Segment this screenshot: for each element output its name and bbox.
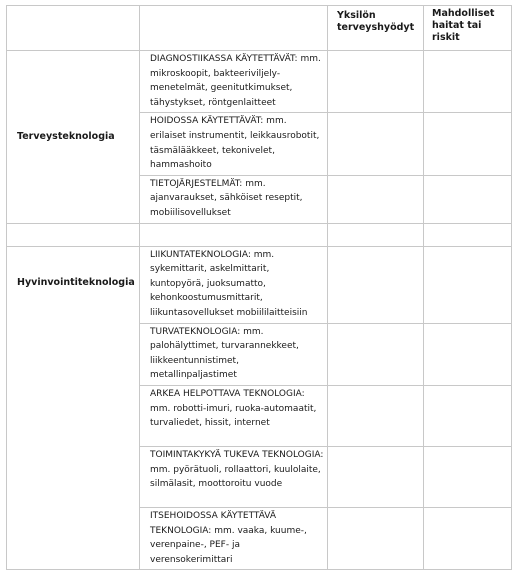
header-cell-risks bbox=[424, 6, 512, 51]
empty-cell bbox=[140, 223, 328, 246]
header-cell-category bbox=[7, 6, 140, 51]
risk-cell[interactable] bbox=[424, 323, 512, 385]
risk-cell[interactable] bbox=[424, 507, 512, 569]
technology-item: ARKEA HELPOTTAVA TEKNOLOGIA: mm. robotti-imuri, ruoka-automaatit, turvaliedet, hissit, internet bbox=[140, 385, 328, 446]
header-cell-health-benefits bbox=[328, 6, 424, 51]
technology-item: TOIMINTAKYKYÄ TUKEVA TEKNOLOGIA: mm. pyörätuoli, rollaattori, kuulolaite, silmälasit, moottoroitu vuode bbox=[140, 446, 328, 507]
technology-table bbox=[6, 5, 512, 570]
benefit-cell[interactable] bbox=[328, 246, 424, 323]
header-risks: Mahdolliset haitat tai riskit bbox=[432, 8, 495, 43]
table-row bbox=[7, 51, 512, 113]
benefit-cell[interactable] bbox=[328, 51, 424, 113]
risk-cell[interactable] bbox=[424, 385, 512, 446]
empty-cell bbox=[7, 223, 140, 246]
category-health-technology: Terveysteknologia bbox=[7, 51, 140, 224]
benefit-cell[interactable] bbox=[328, 385, 424, 446]
table-row bbox=[7, 246, 512, 323]
header-row bbox=[7, 6, 512, 51]
risk-cell[interactable] bbox=[424, 446, 512, 507]
empty-cell[interactable] bbox=[424, 223, 512, 246]
header-health-benefits: Yksilön terveyshyödyt bbox=[337, 10, 415, 33]
benefit-cell[interactable] bbox=[328, 113, 424, 175]
header-cell-technology bbox=[140, 6, 328, 51]
benefit-cell[interactable] bbox=[328, 507, 424, 569]
technology-item: HOIDOSSA KÄYTETTÄVÄT: mm. erilaiset instrumentit, leikkausrobotit, täsmälääkkeet, tekonivelet, hammashoito bbox=[140, 113, 328, 175]
benefit-cell[interactable] bbox=[328, 323, 424, 385]
risk-cell[interactable] bbox=[424, 246, 512, 323]
risk-cell[interactable] bbox=[424, 113, 512, 175]
benefit-cell[interactable] bbox=[328, 175, 424, 223]
category-wellbeing-technology: Hyvinvointiteknologia bbox=[7, 246, 140, 570]
risk-cell[interactable] bbox=[424, 51, 512, 113]
technology-item: LIIKUNTATEKNOLOGIA: mm. sykemittarit, askelmittarit, kuntopyörä, juoksumatto, kehonkoostumusmittarit, liikuntasovellukset mobiililaitteisiin bbox=[140, 246, 328, 323]
technology-item: TURVATEKNOLOGIA: mm. palohälyttimet, turvarannekkeet, liikkeentunnistimet, metallinpaljastimet bbox=[140, 323, 328, 385]
empty-cell[interactable] bbox=[328, 223, 424, 246]
benefit-cell[interactable] bbox=[328, 446, 424, 507]
technology-item: ITSEHOIDOSSA KÄYTETTÄVÄ TEKNOLOGIA: mm. vaaka, kuume-, verenpaine-, PEF- ja verensokerimittari bbox=[140, 507, 328, 569]
risk-cell[interactable] bbox=[424, 175, 512, 223]
technology-item: TIETOJÄRJESTELMÄT: mm. ajanvaraukset, sähköiset reseptit, mobiilisovellukset bbox=[140, 175, 328, 223]
technology-item: DIAGNOSTIIKASSA KÄYTETTÄVÄT: mm. mikroskoopit, bakteeriviljely-menetelmät, geenitutkimukset, tähystykset, röntgenlaitteet bbox=[140, 51, 328, 113]
spacer-row bbox=[7, 223, 512, 246]
